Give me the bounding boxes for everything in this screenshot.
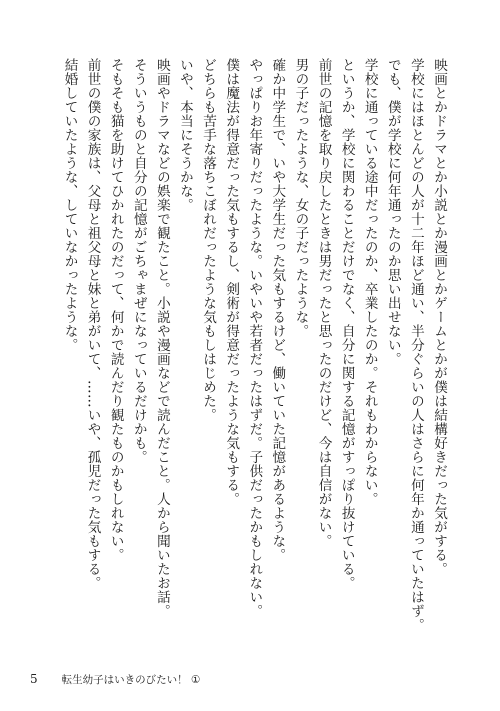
text-line-1: 映画とかドラマとか小説とか漫画とかゲームとかが僕は結構好きだった気がする。 (431, 58, 447, 576)
text-line-17: 結婚していたような、していなかったような。 (61, 58, 78, 352)
vertical-text-body (57, 58, 450, 632)
book-title: 転生幼子はいきのびたい！ ① (61, 674, 201, 686)
text-line-5: というか、学校に関わることだけでなく、自分に関する記憶がすっぽり抜けている。 (338, 58, 355, 590)
text-line-15: そもそも猫を助けてひかれたのだって、何かで読んだり観たものかもしれない。 (107, 58, 124, 562)
text-line-8: 確か中学生で、いや大学生だった気もするけど、働いていた記憶があるような。 (269, 58, 286, 562)
text-line-13: 映画やドラマなどの娯楽で観たこと。小説や漫画などで読んだこと。人から聞いたお話。 (153, 58, 170, 618)
text-line-6: 前世の記憶を取り戻したときは男だったと思ったのだけど、今は自信がない。 (315, 58, 332, 548)
text-line-3: でも、僕が学校に何年通ったのか思い出せない。 (384, 58, 401, 366)
text-line-7: 男の子だったような、女の子だったような。 (292, 58, 309, 338)
text-line-16: 前世の僕の家族は、父母と祖父母と妹と弟がいて、……いや、孤児だった気もする。 (84, 58, 101, 590)
page-footer (30, 672, 200, 687)
text-line-4: 学校に通っている途中だったのか、卒業したのか。それもわからない。 (361, 58, 378, 506)
text-line-14: そういうものと自分の記憶がごちゃまぜになっているだけかも。 (130, 58, 147, 464)
text-line-9: やっぱりお年寄りだったような。いやいや若者だったはずだ。子供だったかもしれない。 (246, 58, 263, 618)
page-number: 5 (30, 672, 38, 686)
text-line-2: 学校にはほとんどの人が十二年ほど通い、半分ぐらいの人はさらに何年か通っていたはず。 (407, 58, 424, 632)
text-line-10: 僕は魔法が得意だった気もするし、剣術が得意だったような気もする。 (223, 58, 240, 506)
text-line-11: どちらも苦手な落ちこぼれだったような気もしはじめた。 (200, 58, 217, 422)
text-line-12: いや、本当にそうかな。 (176, 58, 193, 212)
